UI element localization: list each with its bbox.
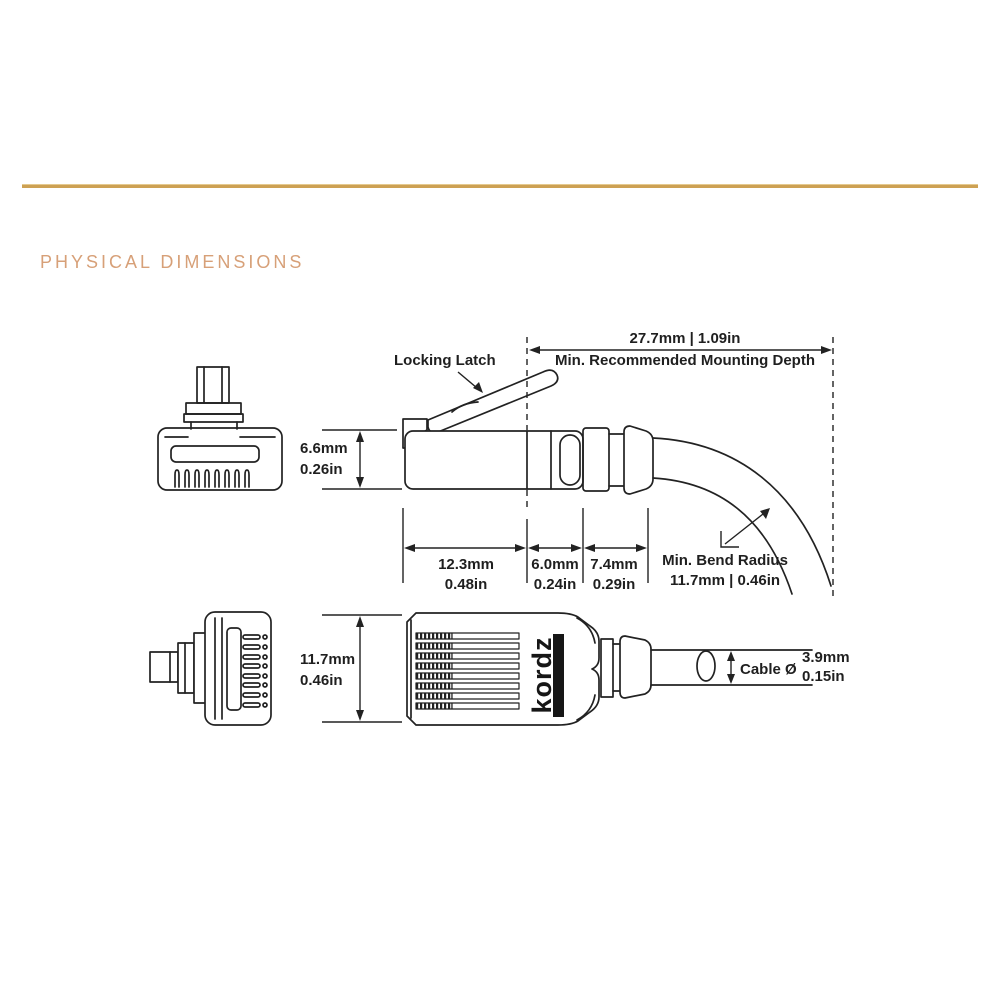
bend-radius-label (644, 551, 806, 591)
plug-height-mm: 6.6mm (300, 440, 348, 457)
cable-diameter-in: 0.15in (802, 668, 845, 685)
connector-front-view (158, 367, 282, 490)
kordz-logo: kordz (526, 636, 557, 714)
boot-length-dimension (574, 555, 654, 595)
body-length-mm: 12.3mm (438, 556, 494, 573)
body-length-in: 0.48in (444, 576, 488, 593)
connector-rotated-view (150, 612, 271, 725)
plug-width-mm: 11.7mm (300, 651, 356, 668)
plug-width-in: 0.46in (300, 672, 343, 689)
plug-height-dimension (300, 438, 348, 480)
cable-diameter-caption: Cable Ø (740, 661, 797, 678)
boot-length-in: 0.29in (592, 576, 636, 593)
bend-radius-value: 11.7mm | 0.46in (669, 572, 781, 589)
mounting-depth-value: 27.7mm | 1.09in (629, 330, 741, 347)
body-length-dimension (416, 555, 516, 595)
collar-length-in: 0.24in (533, 576, 577, 593)
bend-radius-caption: Min. Bend Radius (662, 552, 788, 569)
cable-diameter-mm: 3.9mm (802, 649, 850, 666)
plug-width-dimension (300, 649, 355, 691)
plug-height-in: 0.26in (300, 461, 343, 478)
mounting-depth-caption: Min. Recommended Mounting Depth (555, 352, 815, 369)
boot-length-mm: 7.4mm (590, 556, 638, 573)
physical-dimensions-heading: PHYSICAL DIMENSIONS (40, 252, 305, 272)
collar-length-mm: 6.0mm (531, 556, 579, 573)
locking-latch-label: Locking Latch (394, 352, 496, 369)
cable-diameter-value (802, 648, 850, 686)
